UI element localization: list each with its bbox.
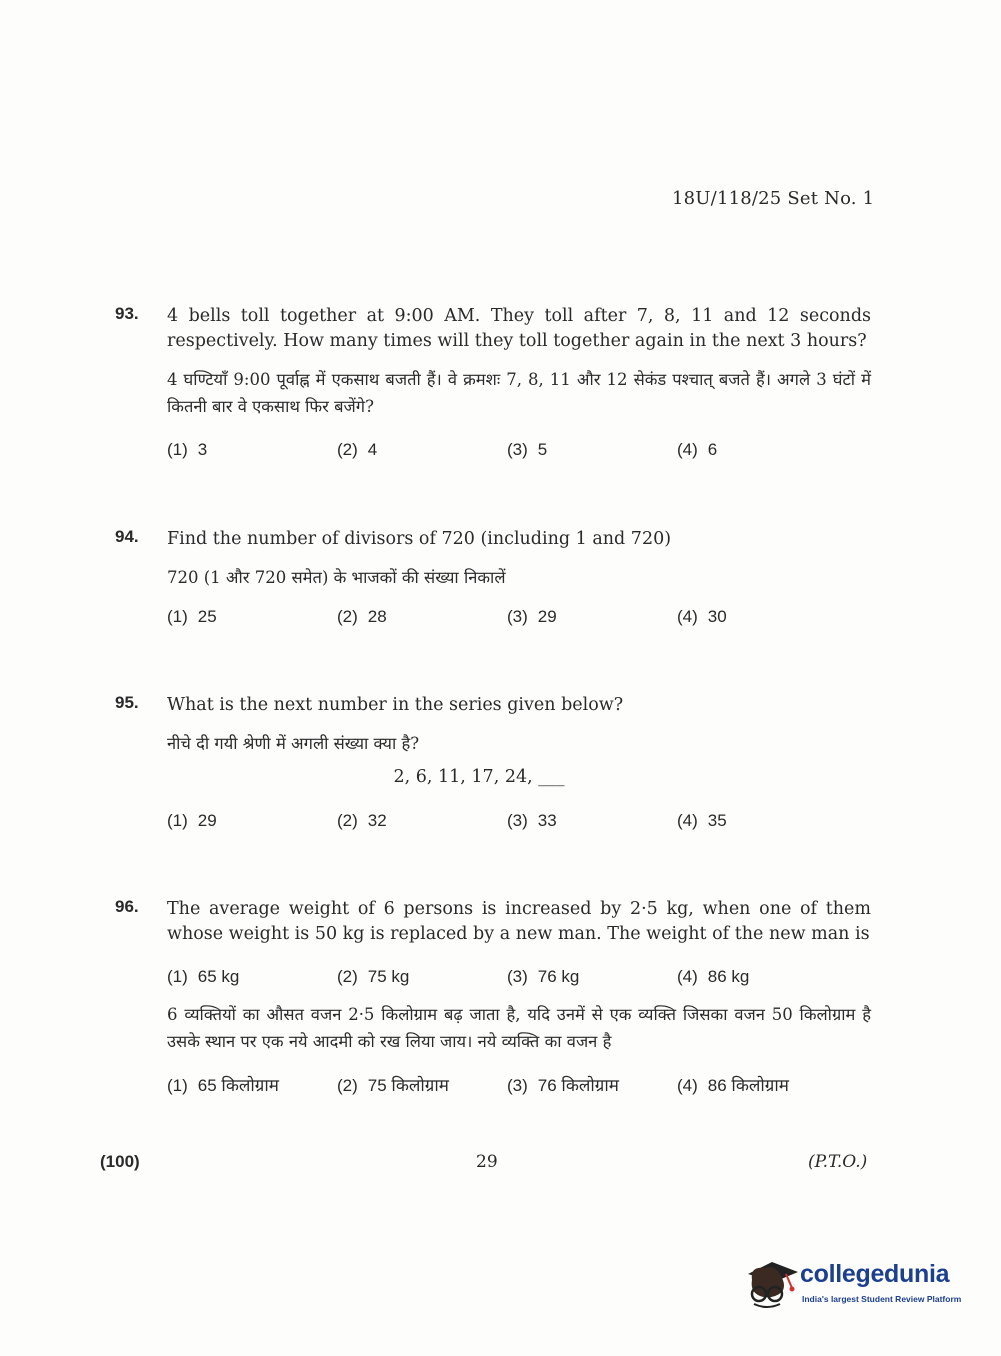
question-95	[115, 693, 875, 831]
collegedunia-logo[interactable]	[742, 1252, 972, 1316]
options	[167, 607, 871, 627]
option-3: (3) 29	[507, 607, 557, 626]
option-1: (1) 3	[167, 440, 208, 459]
question-text-hindi: 6 व्यक्तियों का औसत वजन 2·5 किलोग्राम बढ़ जाता है, यदि उनमें से एक व्यक्ति जिसका वजन 50 किलोग्राम है उसके स्थान पर एक नये आदमी को रख लिया जाय। नये व्यक्ति का वजन है	[167, 1005, 871, 1051]
question-number: 95.	[115, 693, 139, 712]
mascot-icon	[742, 1252, 800, 1312]
option-2: (2) 28	[337, 607, 387, 626]
option-4: (4) 6	[677, 440, 718, 459]
option-3: (3) 76 किलोग्राम	[507, 1076, 619, 1095]
option-1: (1) 65 kg	[167, 967, 240, 986]
question-96	[115, 897, 875, 1096]
option-4: (4) 35	[677, 811, 727, 830]
option-2: (2) 75 किलोग्राम	[337, 1076, 449, 1095]
question-94	[115, 527, 875, 627]
option-2: (2) 32	[337, 811, 387, 830]
question-number: 93.	[115, 304, 139, 323]
option-2: (2) 4	[337, 440, 378, 459]
paper-code: (100)	[100, 1152, 140, 1171]
option-4: (4) 30	[677, 607, 727, 626]
options	[167, 440, 871, 460]
option-1: (1) 25	[167, 607, 217, 626]
set-code: 18U/118/25 Set No. 1	[672, 188, 875, 209]
question-93	[115, 304, 875, 460]
option-3: (3) 5	[507, 440, 548, 459]
question-text-english: What is the next number in the series given below?	[167, 695, 624, 715]
question-text-hindi: नीचे दी गयी श्रेणी में अगली संख्या क्या है?	[167, 734, 420, 753]
option-4: (4) 86 किलोग्राम	[677, 1076, 789, 1095]
options-english	[167, 967, 871, 987]
question-text-english: 4 bells toll together at 9:00 AM. They toll after 7, 8, 11 and 12 seconds respectively. How many times will they toll together again in the next 3 hours?	[167, 306, 871, 351]
question-text-english: The average weight of 6 persons is increased by 2·5 kg, when one of them whose weight is 50 kg is replaced by a new man. The weight of the new man is	[167, 899, 871, 944]
option-2: (2) 75 kg	[337, 967, 410, 986]
question-text-hindi: 4 घण्टियाँ 9:00 पूर्वाह्न में एकसाथ बजती हैं। वे क्रमशः 7, 8, 11 और 12 सेकंड पश्चात् बजते हैं। अगले 3 घंटों में कितनी बार वे एकसाथ फिर बजेंगे?	[167, 370, 871, 416]
question-number: 96.	[115, 897, 139, 916]
option-3: (3) 76 kg	[507, 967, 580, 986]
question-text-english: Find the number of divisors of 720 (including 1 and 720)	[167, 529, 672, 549]
option-1: (1) 65 किलोग्राम	[167, 1076, 279, 1095]
question-number: 94.	[115, 527, 139, 546]
logo-tagline: India's largest Student Review Platform	[802, 1294, 962, 1304]
option-4: (4) 86 kg	[677, 967, 750, 986]
logo-wordmark: collegedunia	[800, 1260, 950, 1288]
options	[167, 811, 871, 831]
question-text-hindi: 720 (1 और 720 समेत) के भाजकों की संख्या निकालें	[167, 568, 506, 587]
option-3: (3) 33	[507, 811, 557, 830]
option-1: (1) 29	[167, 811, 217, 830]
page-number: 29	[476, 1152, 498, 1172]
please-turn-over: (P.T.O.)	[808, 1152, 868, 1172]
options-hindi	[167, 1073, 871, 1096]
number-series: 2, 6, 11, 17, 24, ___	[393, 767, 565, 787]
